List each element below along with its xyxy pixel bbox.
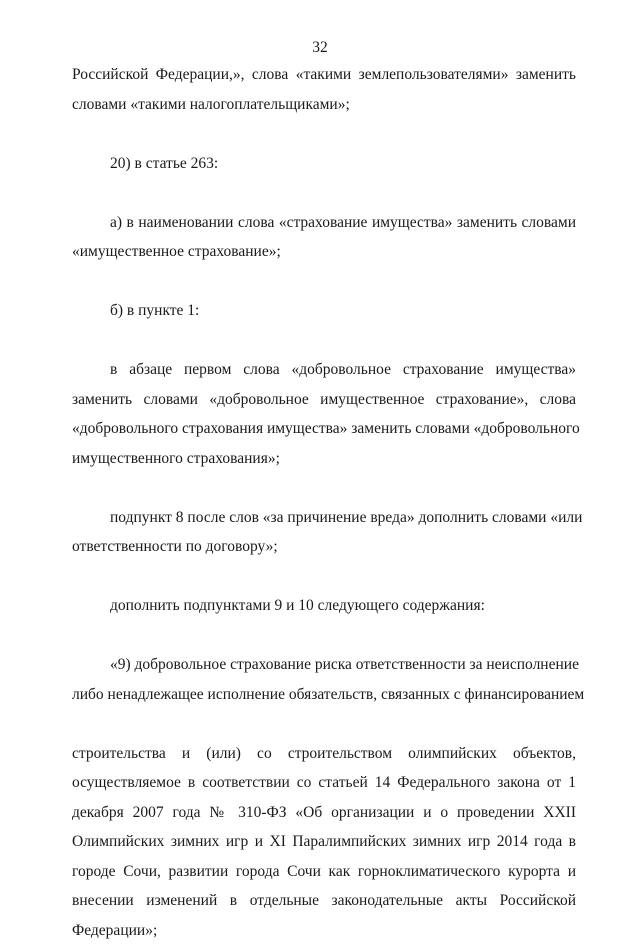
text-line: Федерации»; <box>72 916 576 945</box>
text-line: Российской Федерации,», слова «такими землепользователями» заменить <box>72 60 576 90</box>
paragraph-gap <box>72 709 576 739</box>
text-line: строительства и (или) со строительством олимпийских объектов, <box>72 739 576 769</box>
text-line: «имущественное страхование»; <box>72 237 576 267</box>
text-line: Олимпийских зимних игр и XI Паралимпийских зимних игр 2014 года в <box>72 827 576 857</box>
text-line: имущественного страхования»; <box>72 444 576 474</box>
text-line: а) в наименовании слова «страхование имущества» заменить словами <box>72 208 576 238</box>
paragraph-gap <box>72 621 576 651</box>
text-line: заменить словами «добровольное имущественное страхование», слова <box>72 385 576 415</box>
paragraph-gap <box>72 267 576 297</box>
paragraph-gap <box>72 562 576 592</box>
text-line: дополнить подпунктами 9 и 10 следующего содержания: <box>72 591 576 621</box>
text-line: внесении изменений в отдельные законодательные акты Российской <box>72 886 576 916</box>
text-line: б) в пункте 1: <box>72 296 576 326</box>
text-line: ответственности по договору»; <box>72 532 576 562</box>
text-line: декабря 2007 года № 310-ФЗ «Об организации и о проведении XXII <box>72 798 576 828</box>
text-line: «9) добровольное страхование риска ответственности за неисполнение <box>72 650 576 680</box>
page-number: 32 <box>0 38 640 58</box>
text-line: подпункт 8 после слов «за причинение вреда» дополнить словами «или <box>72 503 576 533</box>
paragraph-gap <box>72 178 576 208</box>
text-line: «добровольного страхования имущества» заменить словами «добровольного <box>72 414 576 444</box>
paragraph-gap <box>72 473 576 503</box>
text-line: либо ненадлежащее исполнение обязательств, связанных с финансированием <box>72 680 576 710</box>
text-line: в абзаце первом слова «добровольное страхование имущества» <box>72 355 576 385</box>
text-line: 20) в статье 263: <box>72 149 576 179</box>
paragraph-gap <box>72 119 576 149</box>
text-line: словами «такими налогоплательщиками»; <box>72 90 576 120</box>
paragraph-gap <box>72 326 576 356</box>
text-line: городе Сочи, развитии города Сочи как горноклиматического курорта и <box>72 857 576 887</box>
document-body <box>72 60 576 945</box>
text-line: осуществляемое в соответствии со статьей 14 Федерального закона от 1 <box>72 768 576 798</box>
